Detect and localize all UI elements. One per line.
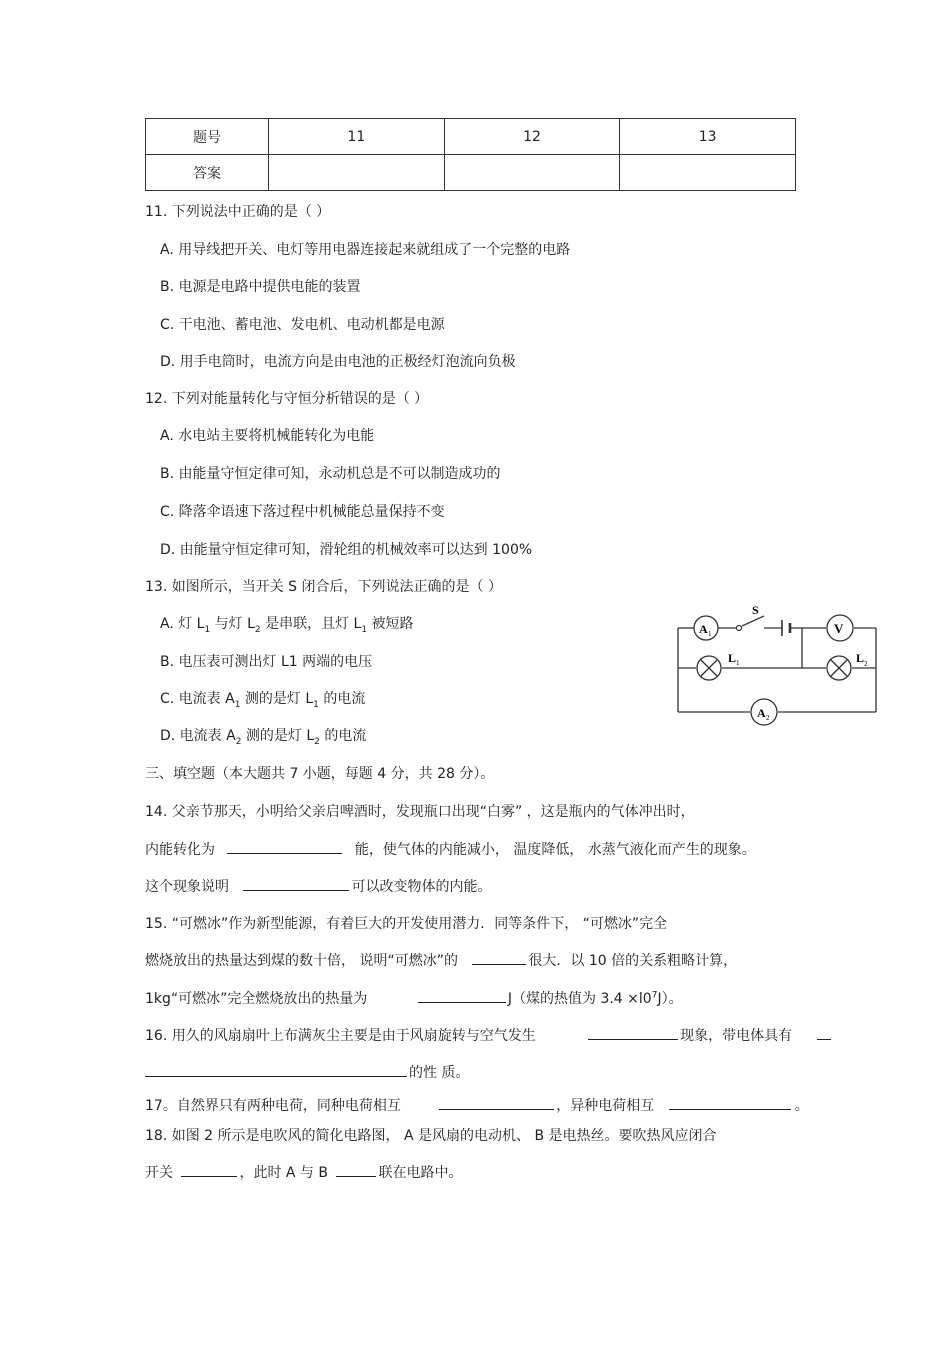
- switch-contact: [737, 626, 742, 631]
- q13-option-a: A. 灯 $L_1$ 与灯 $L_2$ 是串联，且灯 $L_1$ 被短路: [160, 616, 414, 635]
- q18-line2: 开关 ，此时 A 与 B 联在电路中。: [145, 1162, 462, 1182]
- q16-line1: 16. 用久的风扇扇叶上布满灰尘主要是由于风扇旋转与空气发生 现象，带电体具有: [145, 1025, 831, 1045]
- q13-option-b: B. 电压表可测出灯 L1 两端的电压: [160, 654, 373, 670]
- answer-blank[interactable]: [669, 1095, 791, 1110]
- section-heading: 三、填空题（本大题共 7 小题，每题 4 分，共 28 分）。: [145, 766, 495, 782]
- number-cell: 13: [620, 119, 796, 155]
- answer-blank[interactable]: [472, 950, 526, 965]
- q14-line1: 14. 父亲节那天，小明给父亲启啤酒时，发现瓶口出现“白雾” ，这是瓶内的气体冲出时，: [145, 804, 695, 820]
- svg-text:A: A: [757, 706, 766, 720]
- q12-stem: 12. 下列对能量转化与守恒分析错误的是（ ）: [145, 391, 429, 407]
- q11-option-a: A. 用导线把开关、电灯等用电器连接起来就组成了一个完整的电路: [160, 242, 571, 258]
- answer-table: [145, 118, 796, 191]
- ammeter-a1: [694, 616, 718, 640]
- lamp-l1: [697, 651, 740, 680]
- q11-stem: 11. 下列说法中正确的是（ ）: [145, 204, 331, 220]
- answer-blank[interactable]: [181, 1162, 237, 1177]
- q12-option-d: D. 由能量守恒定律可知，滑轮组的机械效率可以达到 100%: [160, 542, 533, 558]
- header-cell: 题号: [146, 119, 269, 155]
- svg-text:2: 2: [766, 714, 770, 722]
- q12-option-c: C. 降落伞语速下落过程中机械能总量保持不变: [160, 504, 445, 520]
- svg-text:V: V: [834, 621, 844, 636]
- answer-blank[interactable]: [439, 1095, 554, 1110]
- svg-text:2: 2: [864, 660, 868, 668]
- q18-line1: 18. 如图 2 所示是电吹风的简化电路图， A 是风扇的电动机、 B 是电热丝。要吹热风应闭合: [145, 1128, 717, 1144]
- answer-cell[interactable]: [269, 155, 445, 191]
- answer-blank[interactable]: [336, 1162, 376, 1177]
- switch-label: S: [752, 603, 759, 617]
- svg-text:L: L: [856, 651, 865, 665]
- answer-label-cell: 答案: [146, 155, 269, 191]
- q15-line2: 燃烧放出的热量达到煤的数十倍， 说明“可燃冰”的 很大．以 10 倍的关系粗略计算，: [145, 950, 737, 970]
- circuit-diagram: [670, 600, 885, 730]
- q17-line: 17。自然界只有两种电荷，同种电荷相互 ，异种电荷相互 。: [145, 1095, 809, 1115]
- svg-text:A: A: [699, 622, 708, 636]
- q11-option-b: B. 电源是电路中提供电能的装置: [160, 279, 361, 295]
- lamp-l2: [827, 651, 868, 680]
- q15-line3: 1kg“可燃冰”完全燃烧放出的热量为 J（煤的热值为 $3.4 \times l0^7J$）。: [145, 988, 683, 1008]
- q11-option-c: C. 干电池、蓄电池、发电机、电动机都是电源: [160, 317, 445, 333]
- answer-cell[interactable]: [620, 155, 796, 191]
- table-row: [146, 155, 796, 191]
- answer-blank[interactable]: [227, 839, 342, 854]
- table-row: [146, 119, 796, 155]
- q14-line3: 这个现象说明 可以改变物体的内能。: [145, 876, 491, 896]
- q14-line2: 内能转化为 能，使气体的内能减小， 温度降低， 水蒸气液化而产生的现象。: [145, 839, 756, 859]
- q13-stem: 13. 如图所示，当开关 S 闭合后，下列说法正确的是（ ）: [145, 579, 502, 595]
- q12-option-a: A. 水电站主要将机械能转化为电能: [160, 428, 375, 444]
- q15-line1: 15. “可燃冰”作为新型能源，有着巨大的开发使用潜力．同等条件下， “可燃冰”完全: [145, 916, 668, 932]
- answer-cell[interactable]: [444, 155, 620, 191]
- voltmeter: [827, 615, 853, 641]
- number-cell: 12: [444, 119, 620, 155]
- q13-option-d: D. 电流表 $A_2$ 测的是灯 $L_2$ 的电流: [160, 728, 367, 747]
- q13-option-c: C. 电流表 $A_1$ 测的是灯 $L_1$ 的电流: [160, 691, 366, 710]
- q16-line2: 的性 质。: [145, 1062, 469, 1082]
- q12-option-b: B. 由能量守恒定律可知，永动机总是不可以制造成功的: [160, 466, 501, 482]
- answer-blank[interactable]: [817, 1025, 831, 1040]
- q11-option-d: D. 用手电筒时，电流方向是由电池的正极经灯泡流向负极: [160, 354, 516, 370]
- answer-blank[interactable]: [145, 1062, 407, 1077]
- svg-text:L: L: [728, 651, 737, 665]
- answer-blank[interactable]: [418, 988, 506, 1003]
- answer-blank[interactable]: [588, 1025, 678, 1040]
- ammeter-a2: [751, 699, 777, 725]
- answer-blank[interactable]: [243, 876, 349, 891]
- number-cell: 11: [269, 119, 445, 155]
- svg-text:1: 1: [708, 630, 712, 638]
- svg-text:1: 1: [736, 659, 740, 667]
